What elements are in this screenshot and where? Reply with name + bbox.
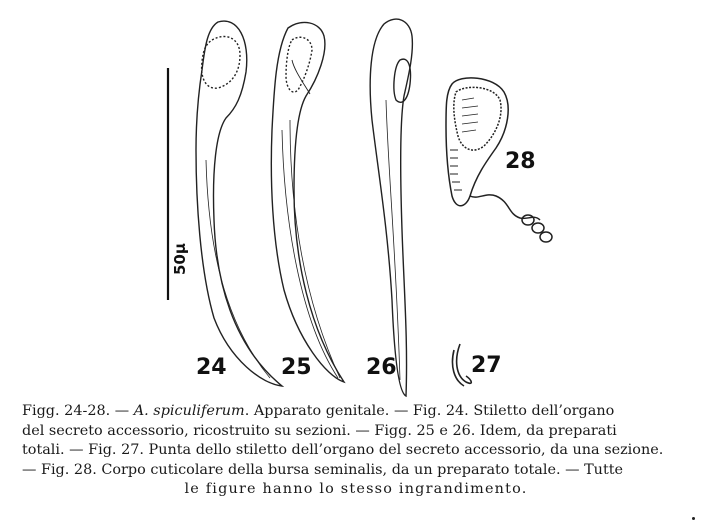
caption-species-name: A. spiculiferum	[133, 403, 245, 419]
caption-line-5: le figure hanno lo stesso ingrandimento.	[184, 481, 528, 498]
fig-label-26: 26	[366, 355, 397, 380]
fig-24-stylet	[196, 21, 282, 386]
caption-line-1-end: . Apparato genitale. — Fig. 24. Stiletto dell’organo	[244, 403, 615, 419]
caption-line-3: totali. — Fig. 27. Punta dello stiletto dell’organo del secreto accessorio, da una sezione.	[22, 442, 664, 459]
caption-line-4: — Fig. 28. Corpo cuticolare della bursa seminalis, da un preparato totale. — Tutte	[22, 461, 624, 478]
fig-25-stylet	[271, 22, 344, 382]
figure-caption	[22, 402, 690, 500]
fig-26-stylet	[370, 19, 412, 396]
fig-label-25: 25	[281, 355, 312, 380]
fig-label-28: 28	[505, 149, 536, 174]
page-speck	[692, 517, 695, 520]
fig-label-27: 27	[471, 353, 502, 378]
scale-bar	[168, 68, 189, 300]
caption-line-1-start: Figg. 24-28. —	[22, 403, 134, 419]
caption-line-1	[22, 402, 690, 422]
caption-line-2: del secreto accessorio, ricostruito su sezioni. — Figg. 25 e 26. Idem, da preparati	[22, 422, 617, 439]
fig-28-bursa-seminalis	[446, 78, 552, 242]
scale-bar-label: 50μ	[171, 243, 189, 275]
fig-label-24: 24	[196, 355, 227, 380]
fig-27-stylet-tip	[452, 344, 471, 386]
